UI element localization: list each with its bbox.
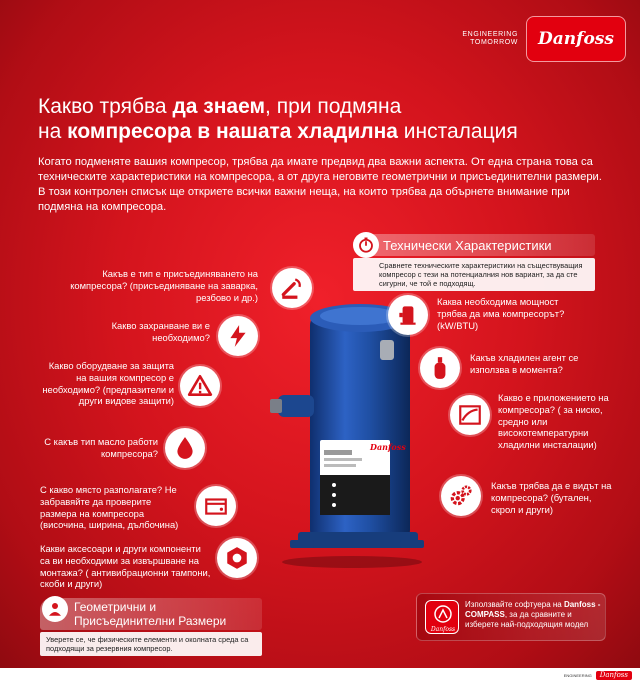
accessories-label: Какви аксесоари и други компоненти са ви необходими за извършване на монтажа? ( антивибрационни тампони, скоби и други) [40, 543, 211, 590]
footer-danfoss-logo: Danfoss [596, 671, 632, 680]
available-space-label: С какво място разполагате? Не забравяйте да проверите размера на компресора (височина, ширина, дълбочина) [40, 484, 179, 531]
page-title [38, 94, 598, 144]
geometric-heading: Геометрични и Присъединителни Размери [40, 598, 262, 630]
title-bold: компресора в нашата хладилна [67, 120, 398, 143]
tagline-line-1: ENGINEERING [462, 31, 518, 38]
welding-torch-icon [272, 268, 312, 308]
compass-text-part: , за да сравните и изберете най-подходящия модел [465, 610, 589, 629]
compass-text-part: Използвайте софтуера на [465, 600, 564, 609]
dimension-box-icon [196, 486, 236, 526]
compass-software-name: Danfoss - COMPASS [465, 600, 601, 619]
warning-triangle-icon [180, 366, 220, 406]
hex-nut-icon [217, 538, 257, 578]
compass-software-box[interactable] [416, 593, 606, 641]
compressor-icon [388, 295, 428, 335]
title-text: инсталация [397, 120, 518, 143]
compressor-type-label: Какъв трябва да е видът на компресора? (бутален, скрол и други) [491, 480, 612, 515]
footer-bar [0, 668, 640, 682]
power-supply-label: Какво захранване ви е необходимо? [111, 320, 210, 343]
title-text: , при подмяна [265, 95, 402, 118]
gauge-icon [353, 232, 379, 258]
oil-type-label: С какъв тип масло работи компресора? [44, 436, 158, 459]
footer-tagline: ENGINEERING [563, 672, 592, 678]
footer-logo [564, 670, 632, 680]
title-bold: да знаем [172, 95, 266, 118]
tagline-line-2: TOMORROW [470, 39, 518, 46]
compressor-illustration [270, 300, 430, 570]
geometric-dimensions-box [40, 598, 262, 656]
intro-paragraph: Когато подменяте вашия компресор, трябва да имате предвид два важни аспекта. От една страна това са техническите характеристики на компресора, а от друга неговите геометрични и присъединителни размери. В този контролен списък ще откриете всички важни неща, на които трябва да обърнете внимание при подмяна на компресора. [38, 156, 602, 213]
compass-text [465, 600, 605, 630]
svg-text:Danfoss: Danfoss [430, 626, 456, 633]
connection-type-label: Какъв е тип е присъединяването на компресора? (присъединяване на заварка, резбово и др.) [70, 268, 258, 303]
refrigerant-label: Какъв хладилен агент се използва в момента? [470, 352, 579, 375]
gears-icon [441, 476, 481, 516]
compass-app-icon [425, 600, 459, 634]
brand-tagline [462, 31, 518, 47]
technical-description: Сравнете техническите характеристики на съществуващия компресор с тези на потенциалния нов вариант, за да сте сигурни, че той е подходящ. [353, 258, 595, 291]
application-label: Какво е приложението на компресора? ( за ниско, средно или високотемпературни хладилни инсталации) [498, 392, 609, 451]
protection-equipment-label: Какво оборудване за защита на вашия компресор е необходимо? (предпазители и други видове защити) [42, 360, 174, 407]
lightning-bolt-icon [218, 316, 258, 356]
temperature-chart-icon [450, 395, 490, 435]
technical-characteristics-box [353, 234, 595, 291]
user-measure-icon [42, 596, 68, 622]
danfoss-logo: Danfoss [526, 16, 626, 62]
required-power-label: Каква необходима мощност трябва да има компресорът? (kW/BTU) [437, 296, 565, 331]
oil-drop-icon [165, 428, 205, 468]
technical-heading: Технически Характеристики [353, 234, 595, 256]
brand-block [462, 16, 626, 62]
title-text: Какво трябва [38, 95, 173, 118]
refrigerant-cylinder-icon [420, 348, 460, 388]
title-text: на [38, 120, 68, 143]
svg-text:Danfoss: Danfoss [370, 442, 406, 452]
geometric-description: Уверете се, че физическите елементи и околната среда са подходящи за резервния компресор. [40, 632, 262, 656]
